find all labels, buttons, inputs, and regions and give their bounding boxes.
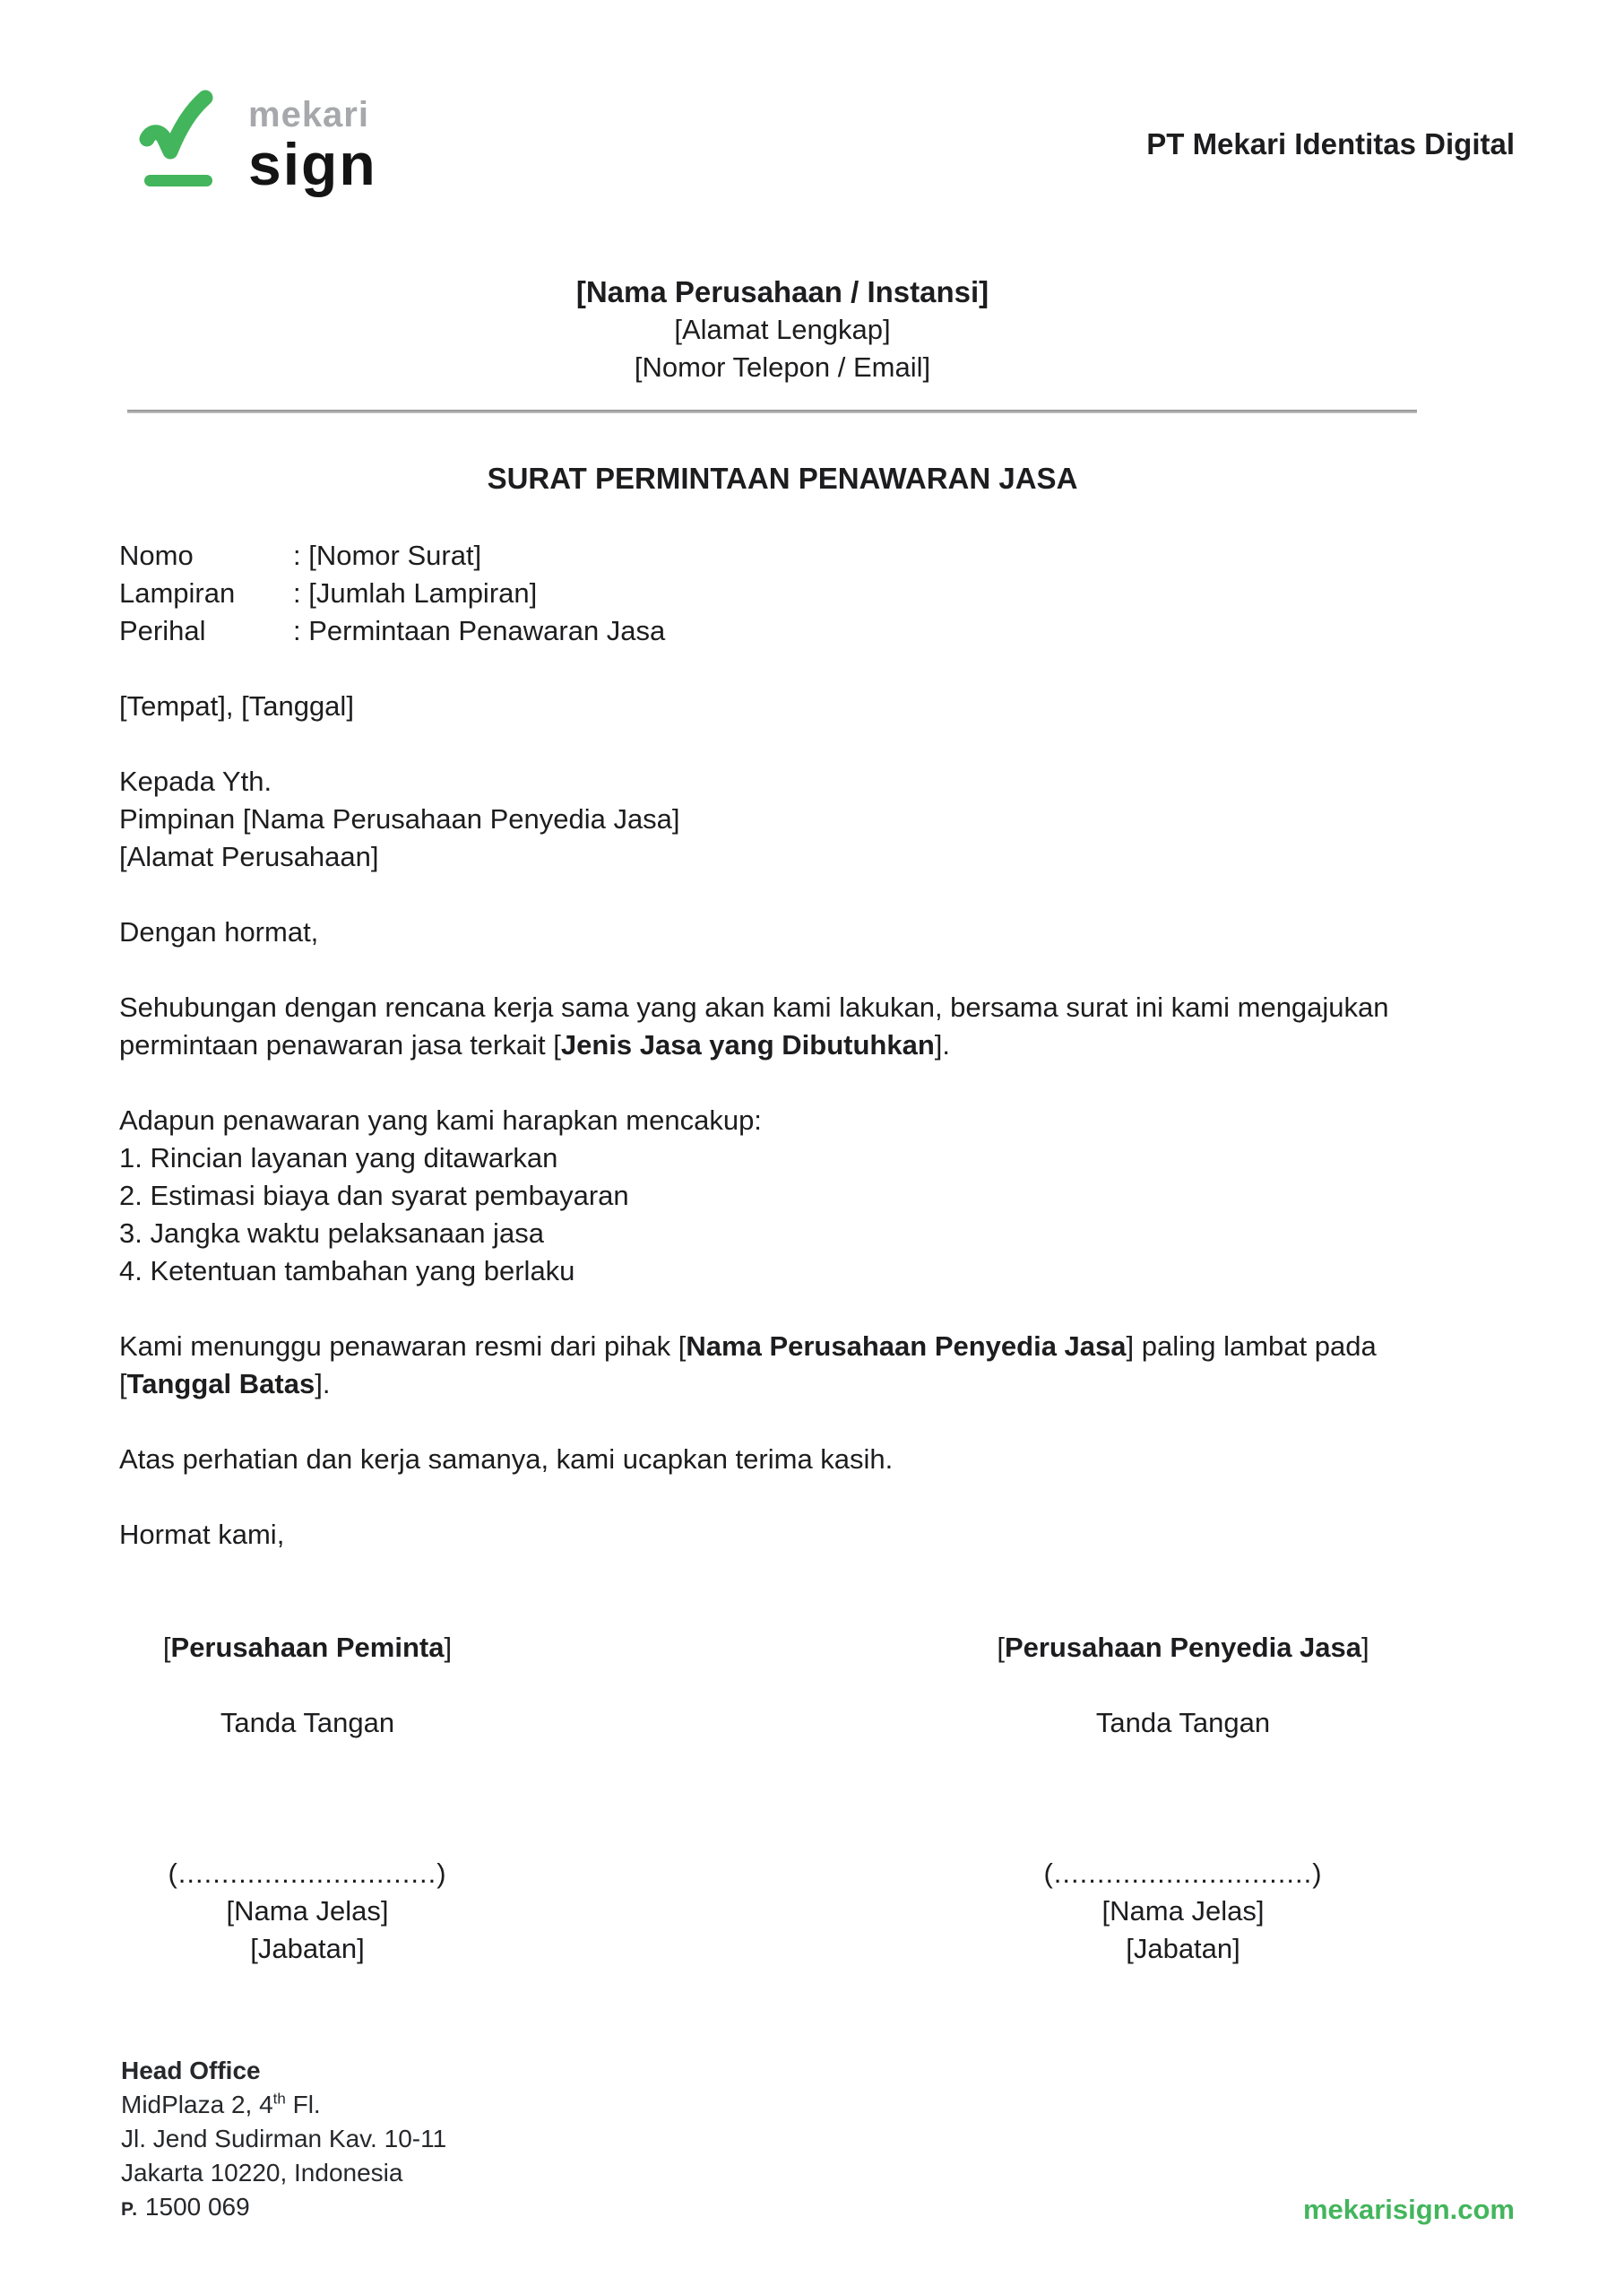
paragraph-text: Kami menunggu penawaran resmi dari pihak [: [119, 1330, 687, 1362]
paragraph-text: Sehubungan dengan rencana kerja sama yang akan kami lakukan, bersama surat ini kami mengajukan permintaan penawaran jasa terkait [: [119, 992, 1389, 1061]
head-office-title: Head Office: [121, 2057, 261, 2084]
letterhead-topbar: [0, 0, 1624, 197]
recipient-line: Pimpinan [Nama Perusahaan Penyedia Jasa]: [119, 803, 680, 835]
office-address-line: Jakarta 10220, Indonesia: [121, 2159, 403, 2187]
closing: Hormat kami,: [119, 1519, 285, 1550]
signature-role-placeholder: [Jabatan]: [1126, 1933, 1240, 1964]
paragraph-text: ] paling lambat pada [: [119, 1330, 1377, 1399]
scope-item: 4. Ketentuan tambahan yang berlaku: [119, 1255, 575, 1286]
scope-block: [119, 1102, 1446, 1290]
phone-label: P.: [121, 2199, 139, 2220]
signature-label: Tanda Tangan: [1095, 1707, 1271, 1738]
meta-value: : [Jumlah Lampiran]: [293, 577, 538, 609]
company-placeholder: Perusahaan Peminta: [170, 1632, 445, 1663]
signature-company: [119, 1629, 496, 1667]
head-office-block: [121, 2054, 446, 2227]
dateline: [Tempat], [Tanggal]: [119, 690, 354, 722]
signature-label: Tanda Tangan: [220, 1707, 395, 1738]
salutation: Dengan hormat,: [119, 916, 319, 948]
letter-title: SURAT PERMINTAAN PENAWARAN JASA: [487, 462, 1078, 495]
meta-row-nomor: [119, 537, 1446, 575]
signature-role-placeholder: [Jabatan]: [250, 1933, 365, 1964]
scope-item: 1. Rincian layanan yang ditawarkan: [119, 1142, 558, 1173]
ordinal-suffix: th: [272, 2090, 286, 2108]
logo-text-mekari: mekari: [248, 95, 369, 134]
signature-company: [995, 1629, 1371, 1667]
address-text: MidPlaza 2, 4: [121, 2091, 273, 2118]
scope-intro: Adapun penawaran yang kami harapkan mencakup:: [119, 1104, 762, 1136]
letter-body: [119, 688, 1446, 1554]
logo-text-sign: sign: [248, 131, 377, 197]
paragraph-deadline: [119, 1328, 1446, 1403]
signature-dotted-line: (..............................): [1043, 1858, 1323, 1889]
letter-meta: [119, 537, 1446, 650]
signature-dotted-line: (..............................): [168, 1858, 447, 1889]
bracket: ]: [444, 1632, 453, 1663]
phone-number: 1500 069: [138, 2193, 250, 2221]
office-address-line: Jl. Jend Sudirman Kav. 10-11: [121, 2125, 447, 2152]
paragraph-intro: [119, 989, 1446, 1064]
meta-value: : Permintaan Penawaran Jasa: [293, 615, 666, 646]
bracket: [: [162, 1632, 171, 1663]
paragraph-text: ].: [315, 1368, 331, 1399]
recipient-block: [119, 763, 1446, 876]
scope-item: 2. Estimasi biaya dan syarat pembayaran: [119, 1180, 629, 1211]
company-placeholder: Perusahaan Penyedia Jasa: [1004, 1632, 1362, 1663]
placeholder-jenis-jasa: Jenis Jasa yang Dibutuhkan: [560, 1029, 935, 1061]
signature-name-placeholder: [Nama Jelas]: [226, 1895, 389, 1927]
office-address-line: [121, 2088, 446, 2122]
signature-section: [119, 1629, 1371, 1968]
recipient-line: [Alamat Perusahaan]: [119, 841, 379, 872]
signature-name-placeholder: [Nama Jelas]: [1101, 1895, 1265, 1927]
paragraph-text: ].: [934, 1029, 950, 1061]
letterhead-contact: [Nomor Telepon / Email]: [634, 351, 931, 383]
meta-label: Lampiran: [119, 577, 236, 609]
website-link[interactable]: mekarisign.com: [1302, 2194, 1515, 2225]
meta-row-lampiran: [119, 575, 1446, 612]
signature-right: [995, 1629, 1371, 1968]
meta-label: Perihal: [119, 615, 206, 646]
header-company-name: PT Mekari Identitas Digital: [1146, 127, 1515, 160]
signature-left: [119, 1629, 496, 1968]
bracket: [: [997, 1632, 1005, 1663]
page-footer: [121, 2054, 1515, 2227]
placeholder-tanggal-batas: Tanggal Batas: [126, 1368, 315, 1399]
letterhead-address: [Alamat Lengkap]: [674, 314, 891, 345]
meta-label: Nomo: [119, 540, 194, 571]
scope-item: 3. Jangka waktu pelaksanaan jasa: [119, 1217, 544, 1249]
meta-row-perihal: [119, 612, 1446, 650]
letterhead-block: [119, 273, 1446, 386]
checkmark-icon: [137, 90, 216, 200]
bracket: ]: [1361, 1632, 1369, 1663]
logo-wordmark: [248, 90, 377, 200]
mekari-sign-logo: [137, 90, 377, 200]
letterhead-company: [Nama Perusahaan / Instansi]: [575, 275, 989, 308]
paragraph-thanks: Atas perhatian dan kerja samanya, kami ucapkan terima kasih.: [119, 1443, 894, 1475]
office-phone-line: [121, 2190, 446, 2227]
meta-value: : [Nomor Surat]: [293, 540, 482, 571]
letterhead-divider: [127, 410, 1417, 413]
recipient-line: Kepada Yth.: [119, 766, 272, 797]
placeholder-penyedia-jasa: Nama Perusahaan Penyedia Jasa: [686, 1330, 1127, 1362]
address-text: Fl.: [285, 2091, 321, 2118]
